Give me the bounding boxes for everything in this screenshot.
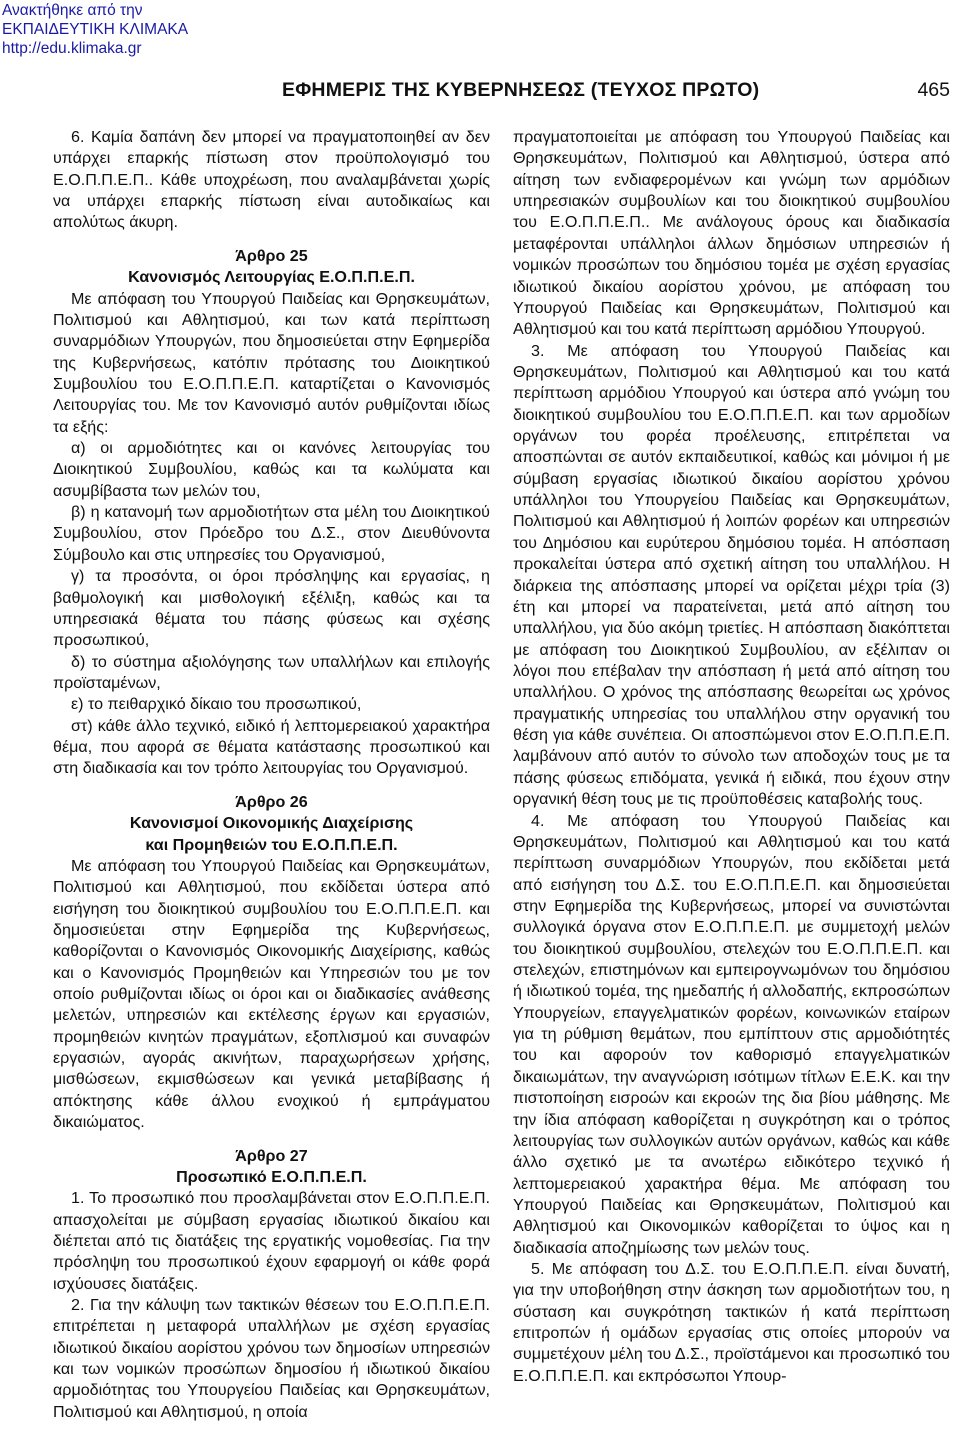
article-26-subtitle-line-1: Κανονισμοί Οικονομικής Διαχείρισης	[129, 814, 414, 833]
article-25-item-a: α) οι αρμοδιότητες και οι κανόνες λειτουργίας του Διοικητικού Συμβουλίου, καθώς και τα κωλύματα και ασυμβίβαστα των μελών του,	[53, 439, 490, 500]
article-25-item-b: β) η κατανομή των αρμοδιοτήτων στα μέλη του Διοικητικού Συμβουλίου, στον Πρόεδρο του Δ.Σ., στον Διευθύνοντα Σύμβουλο και στις υπηρεσίες του Οργανισμού,	[53, 503, 490, 564]
source-watermark	[2, 1, 188, 58]
article-27-paragraph-3: 3. Με απόφαση του Υπουργού Παιδείας και Θρησκευμάτων, Πολιτισμού και Αθλητισμού και του κατά περίπτωση αρμόδιου Υπουργού και ύστερα από γνώμη του διοικητικού συμβουλίου του Ε.Ο.Π.Π.Ε.Π. και των αρμοδίων οργάνων του φορέα προέλευσης, επιτρέπεται να αποσπώνται σε αυτόν εκπαιδευτικοί, καθώς και μόνιμοι ή με σύμβαση εργασίας ιδιωτικού δικαίου αορίστου χρόνου υπάλληλοι του Υπουργείου Παιδείας και Θρησκευμάτων, Πολιτισμού και Αθλητισμού ή λοιπών φορέων και υπηρεσιών του Δημόσιου και ευρύτερου δημόσιου τομέα. Η απόσπαση προκαλείται ύστερα από σχετική αίτηση του υπαλλήλου. Η διάρκεια της απόσπασης μπορεί να ορίζεται μέχρι τρία (3) έτη και μπορεί να παρατείνεται, μετά από αίτηση του υπαλλήλου, για δύο ακόμη τριετίες. Η απόσπαση διακόπτεται με απόφαση του Διοικητικού Συμβουλίου, αν εξέλιπαν οι λόγοι που επέβαλαν την απόσπαση ή μετά από αίτηση του υπαλλήλου. Ο χρόνος της απόσπασης θεωρείται ως χρόνος πραγματικής υπηρεσίας του υπαλλήλου στην οργανική του θέση για κάθε συνέπεια. Οι αποσπώμενοι στον Ε.Ο.Π.Π.Ε.Π. λαμβάνουν από αυτόν το σύνολο των αποδοχών τους με τα πάσης φύσεως επιδόματα, γενικά ή ειδικά, που έχουν στην οργανική θέση τους με τις προϋποθέσεις καταβολής τους.	[513, 341, 950, 809]
article-27-title: Άρθρο 27	[235, 1146, 308, 1165]
paragraph-6: 6. Καμία δαπάνη δεν μπορεί να πραγματοποιηθεί αν δεν υπάρχει επαρκής πίστωση στον προϋπολογισμό του Ε.Ο.Π.Π.Ε.Π.. Κάθε υποχρέωση, που αναλαμβάνεται χωρίς να υπάρχει επαρκής πίστωση είναι αυτοδικαίως και απολύτως άκυρη.	[53, 128, 490, 232]
article-27-paragraph-4: 4. Με απόφαση του Υπουργού Παιδείας και Θρησκευμάτων, Πολιτισμού και Αθλητισμού και του κατά περίπτωση συναρμόδιων Υπουργών, που εκδίδεται μετά από εισήγηση του Δ.Σ. του Ε.Ο.Π.Π.Ε.Π. και δημοσιεύεται στην Εφημερίδα της Κυβερνήσεως, μπορεί να συνιστώνται συλλογικά όργανα στον Ε.Ο.Π.Π.Ε.Π. με συμμετοχή μελών του διοικητικού συμβουλίου, στελεχών του Ε.Ο.Π.Π.Ε.Π. και στελεχών, επιστημόνων και εμπειρογνωμόνων του δημόσιου ή ιδιωτικού τομέα, της ημεδαπής ή αλλοδαπής, εκπροσώπων Υπουργείων, επαγγελματικών φορέων, κοινωνικών εταίρων για τη ρύθμιση θεμάτων, που εμπίπτουν στις αρμοδιότητές του και αφορούν τον καθορισμό επαγγελματικών δικαιωμάτων, την αναγνώριση ισότιμων τίτλων Ε.Ε.Κ. και την πιστοποίηση εισροών και εκροών της δια βίου μάθησης. Με την ίδια απόφαση καθορίζεται η συγκρότηση και ο τρόπος λειτουργίας των συλλογικών αυτών οργάνων, καθώς και κάθε άλλο σχετικό με τα ανωτέρω ειδικότερο τεχνικό ή λεπτομερειακού χαρακτήρα θέμα. Με απόφαση του Υπουργού Παιδείας και Θρησκευμάτων, Πολιτισμού και Αθλητισμού και Οικονομικών καθορίζεται το ύψος και η διαδικασία αποζημίωσης των μελών τους.	[513, 811, 950, 1257]
page-number: 465	[917, 79, 950, 101]
article-26-title: Άρθρο 26	[235, 792, 308, 811]
article-25-item-c: γ) τα προσόντα, οι όροι πρόσληψης και εργασίας, η βαθμολογική και μισθολογική εξέλιξη, καθώς και τα υπηρεσιακά θέματα του πάσης φύσεως και σχέσης προσωπικού,	[53, 567, 490, 650]
article-25-intro: Με απόφαση του Υπουργού Παιδείας και Θρησκευμάτων, Πολιτισμού και Αθλητισμού, και των κατά περίπτωση συναρμόδιων Υπουργών, που δημοσιεύεται στην Εφημερίδα της Κυβερνήσεως, κατόπιν πρότασης του Διοικητικού Συμβουλίου του Ε.Ο.Π.Π.Ε.Π. καταρτίζεται ο Κανονισμός Λειτουργίας του. Με τον Κανονισμό αυτόν ρυθμίζονται ιδίως τα εξής:	[53, 289, 490, 436]
watermark-line-1: Ανακτήθηκε από την	[2, 2, 143, 19]
article-25-item-d: δ) το σύστημα αξιολόγησης των υπαλλήλων και επιλογής προϊσταμένων,	[53, 652, 490, 692]
article-27-subtitle: Προσωπικό Ε.Ο.Π.Π.Ε.Π.	[176, 1167, 367, 1186]
watermark-link[interactable]: http://edu.klimaka.gr	[2, 40, 142, 57]
article-25-item-f: στ) κάθε άλλο τεχνικό, ειδικό ή λεπτομερειακού χαρακτήρα θέμα, που αφορά σε θέματα κατάστασης προσωπικού και στη διαδικασία και τον τρόπο λειτουργίας του Οργανισμού.	[53, 716, 490, 778]
article-25-item-e: ε) το πειθαρχικό δίκαιο του προσωπικού,	[71, 695, 362, 714]
article-27-paragraph-5: 5. Με απόφαση του Δ.Σ. του Ε.Ο.Π.Π.Ε.Π. είναι δυνατή, για την υποβοήθηση στην άσκηση των αρμοδιοτήτων του, η σύσταση και συγκρότηση τακτικών ή κατά περίπτωση επιτροπών ή ομάδων εργασίας στις οποίες μπορούν να συμμετέχουν μέλη του Δ.Σ., προϊστάμενοι και προσωπικό του Ε.Ο.Π.Π.Ε.Π. και εκπρόσωποι Υπουρ-	[513, 1260, 950, 1385]
gazette-title: ΕΦΗΜΕΡΙΣ ΤΗΣ ΚΥΒΕΡΝΗΣΕΩΣ (ΤΕΥΧΟΣ ΠΡΩΤΟ)	[282, 79, 760, 101]
article-27-paragraph-2: 2. Για την κάλυψη των τακτικών θέσεων του Ε.Ο.Π.Π.Ε.Π. επιτρέπεται η μεταφορά υπαλλήλων με σχέση εργασίας ιδιωτικού δικαίου αορίστου χρόνου των δημοσίων υπηρεσιών και των νομικών προσώπων δημοσίου ή ιδιωτικού δικαίου αρμοδιότητας του Υπουργείου Παιδείας και Θρησκευμάτων, Πολιτισμού και Αθλητισμού, η οποία	[53, 1296, 490, 1421]
article-25-title: Άρθρο 25	[235, 246, 308, 265]
article-26-subtitle-line-2: και Προμηθειών του Ε.Ο.Π.Π.Ε.Π.	[145, 835, 398, 854]
article-27-paragraph-1: 1. Το προσωπικό που προσλαμβάνεται στον Ε.Ο.Π.Π.Ε.Π. απασχολείται με σύμβαση εργασίας ιδιωτικού δικαίου και διέπεται από τις διατάξεις της εργατικής νομοθεσίας. Για την πρόσληψη του προσωπικού έχουν εφαρμογή οι κάθε φορά ισχύουσες διατάξεις.	[53, 1189, 490, 1293]
left-column	[53, 127, 490, 1423]
article-26-body: Με απόφαση του Υπουργού Παιδείας και Θρησκευμάτων, Πολιτισμού και Αθλητισμού, που εκδίδεται ύστερα από εισήγηση του διοικητικού συμβουλίου του Ε.Ο.Π.Π.Ε.Π. και δημοσιεύεται στην Εφημερίδα της Κυβερνήσεως, καθορίζονται ο Κανονισμός Οικονομικής Διαχείρισης, καθώς και ο Κανονισμός Προμηθειών και Υπηρεσιών του με τον οποίο ρυθμίζονται ιδίως οι όροι και οι διαδικασίες ανάθεσης μελετών, υπηρεσιών και εκτέλεσης έργων και εργασιών, προμηθειών κινητών πραγμάτων, εξοπλισμού και συναφών εργασιών, αγοράς ακινήτων, παραχωρήσεων χρήσης, μισθώσεων, εκμισθώσεων και γενικά μεταβίβασης ή απόκτησης κάθε άλλου ενοχικού ή εμπράγματου δικαιώματος.	[53, 856, 490, 1132]
right-column	[513, 127, 950, 1387]
watermark-line-2: ΕΚΠΑΙΔΕΥΤΙΚΗ ΚΛΙΜΑΚΑ	[2, 21, 189, 38]
article-27-paragraph-2-continued: πραγματοποιείται με απόφαση του Υπουργού Παιδείας και Θρησκευμάτων, Πολιτισμού και Αθλητισμού, ύστερα από αίτηση των ενδιαφερομένων και γνώμη των αρμόδιων υπηρεσιακών συμβουλίων και του διοικητικού συμβουλίου του Ε.Ο.Π.Π.Ε.Π.. Με ανάλογους όρους και διαδικασία μεταφέρονται υπάλληλοι άλλων δημόσιων υπηρεσιών ή νομικών προσώπων του δημόσιου τομέα με σχέση εργασίας ιδιωτικού δικαίου αορίστου χρόνου, με απόφαση του Υπουργού Παιδείας και Θρησκευμάτων, Πολιτισμού και Αθλητισμού και του κατά περίπτωση αρμόδιου Υπουργού.	[513, 128, 950, 339]
running-header	[52, 79, 950, 105]
article-25-subtitle: Κανονισμός Λειτουργίας Ε.Ο.Π.Π.Ε.Π.	[128, 268, 415, 287]
